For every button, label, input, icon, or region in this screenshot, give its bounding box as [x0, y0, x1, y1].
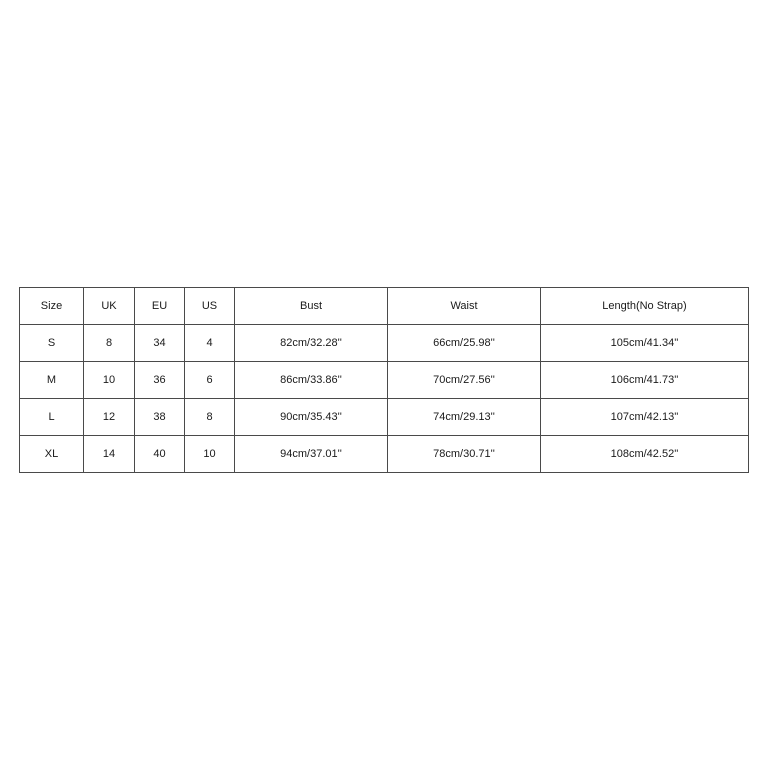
- cell-uk: 10: [84, 362, 135, 399]
- table-row: [20, 436, 749, 473]
- cell-size: L: [20, 399, 84, 436]
- cell-uk: 14: [84, 436, 135, 473]
- header-eu: EU: [135, 288, 185, 325]
- table-row: [20, 325, 749, 362]
- cell-us: 10: [185, 436, 235, 473]
- cell-length: 106cm/41.73'': [541, 362, 749, 399]
- cell-size: S: [20, 325, 84, 362]
- cell-uk: 8: [84, 325, 135, 362]
- cell-bust: 86cm/33.86'': [235, 362, 388, 399]
- size-chart-table: [19, 287, 749, 473]
- cell-size: XL: [20, 436, 84, 473]
- header-uk: UK: [84, 288, 135, 325]
- cell-bust: 94cm/37.01'': [235, 436, 388, 473]
- header-us: US: [185, 288, 235, 325]
- cell-uk: 12: [84, 399, 135, 436]
- cell-length: 108cm/42.52'': [541, 436, 749, 473]
- cell-waist: 66cm/25.98'': [388, 325, 541, 362]
- header-waist: Waist: [388, 288, 541, 325]
- cell-us: 6: [185, 362, 235, 399]
- header-size: Size: [20, 288, 84, 325]
- header-bust: Bust: [235, 288, 388, 325]
- cell-eu: 40: [135, 436, 185, 473]
- cell-us: 8: [185, 399, 235, 436]
- table-row: [20, 362, 749, 399]
- cell-eu: 34: [135, 325, 185, 362]
- cell-bust: 90cm/35.43'': [235, 399, 388, 436]
- cell-waist: 70cm/27.56'': [388, 362, 541, 399]
- cell-eu: 38: [135, 399, 185, 436]
- cell-us: 4: [185, 325, 235, 362]
- header-row: [20, 288, 749, 325]
- cell-waist: 74cm/29.13'': [388, 399, 541, 436]
- header-length: Length(No Strap): [541, 288, 749, 325]
- table-row: [20, 399, 749, 436]
- cell-size: M: [20, 362, 84, 399]
- cell-eu: 36: [135, 362, 185, 399]
- cell-waist: 78cm/30.71'': [388, 436, 541, 473]
- cell-length: 105cm/41.34'': [541, 325, 749, 362]
- cell-length: 107cm/42.13'': [541, 399, 749, 436]
- cell-bust: 82cm/32.28'': [235, 325, 388, 362]
